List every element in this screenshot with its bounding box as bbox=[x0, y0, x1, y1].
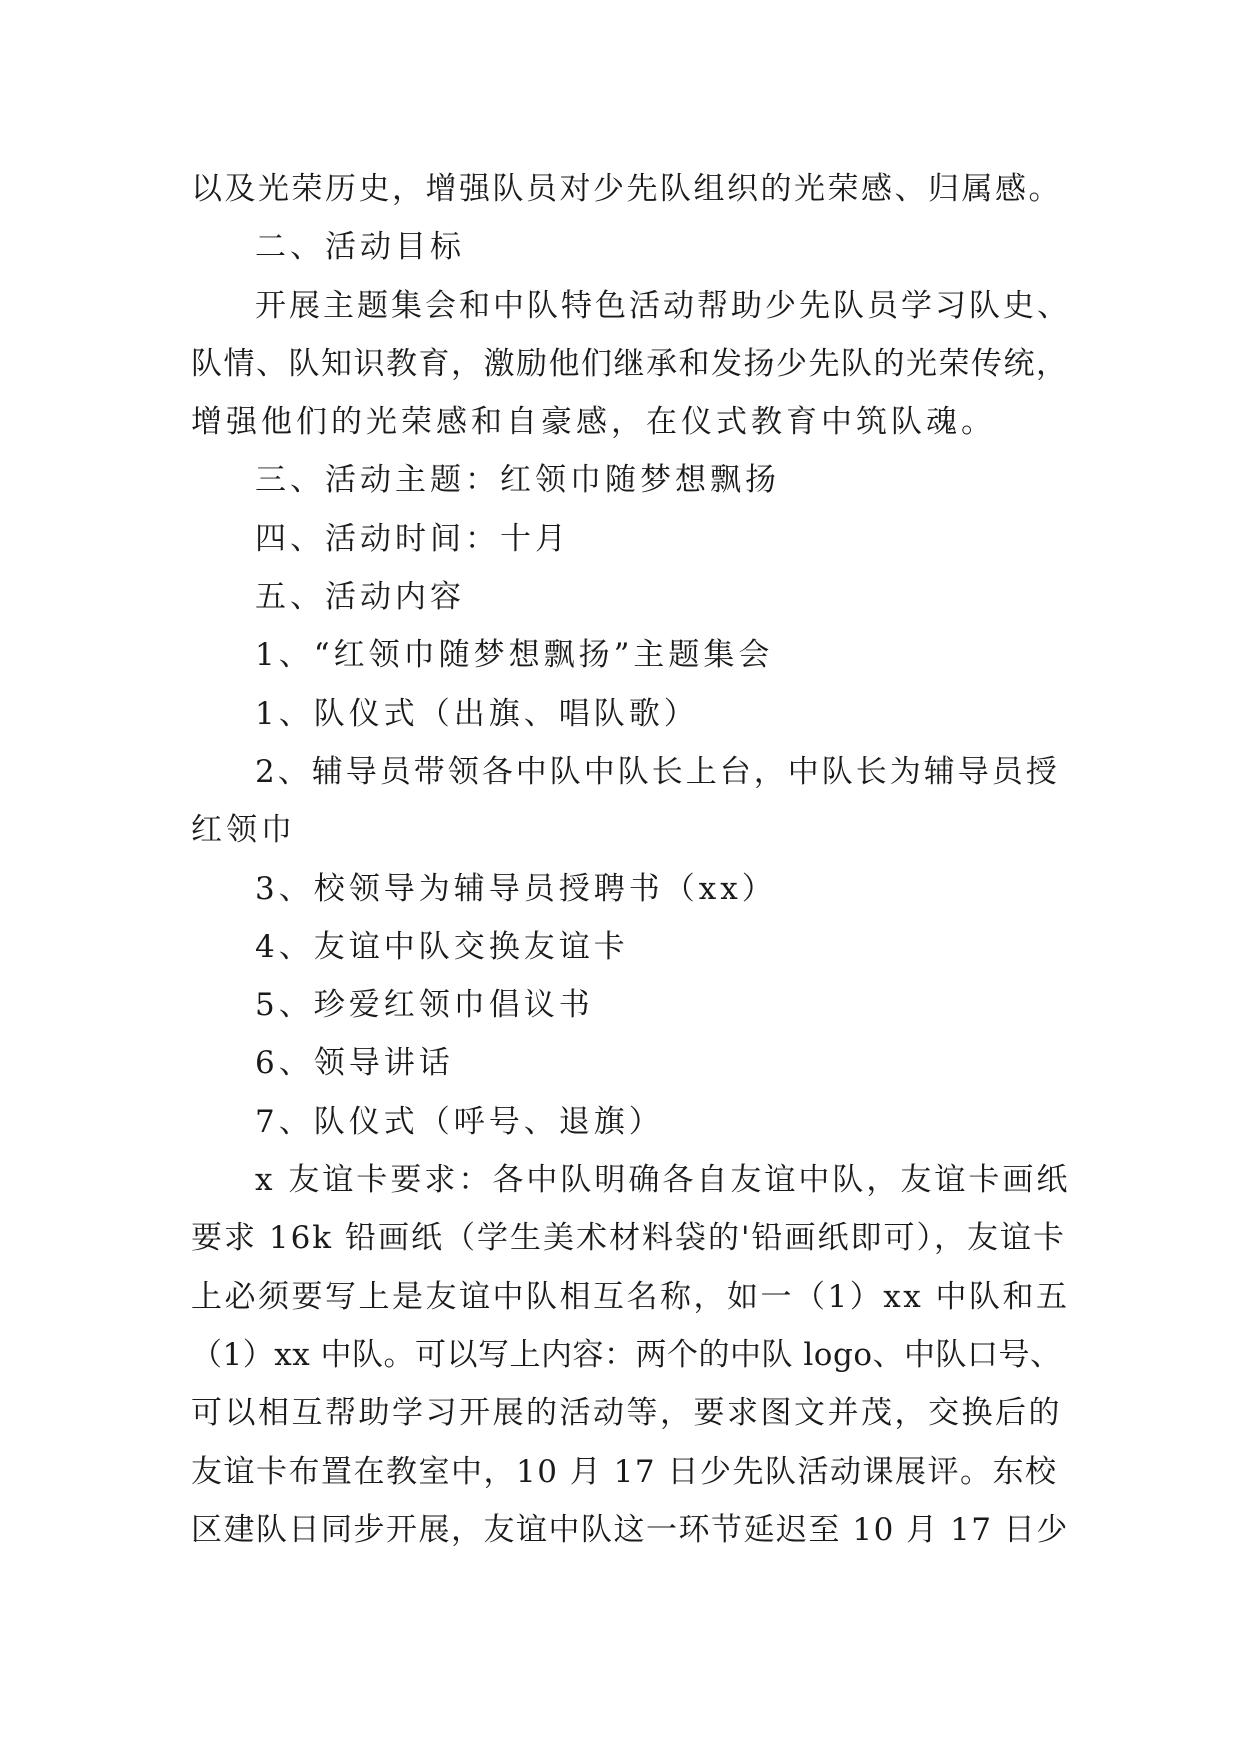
text-line: 开展主题集会和中队特色活动帮助少先队员学习队史、 bbox=[255, 287, 1071, 324]
section-heading: 三、活动主题：红领巾随梦想飘扬 bbox=[255, 462, 780, 499]
section-heading: 五、活动内容 bbox=[255, 579, 465, 616]
text-line: 增强他们的光荣感和自豪感，在仪式教育中筑队魂。 bbox=[191, 404, 996, 441]
text-line: （1）xx 中队。可以写上内容：两个的中队 logo、中队口号、 bbox=[191, 1336, 1062, 1373]
list-item: 3、校领导为辅导员授聘书（xx） bbox=[255, 870, 777, 907]
section-heading: 四、活动时间：十月 bbox=[255, 520, 570, 557]
list-item: 7、队仪式（呼号、退旗） bbox=[255, 1103, 664, 1140]
text-line: x 友谊卡要求：各中队明确各自友谊中队，友谊卡画纸 bbox=[255, 1162, 1071, 1199]
text-line: 要求 16k 铅画纸（学生美术材料袋的'铅画纸即可），友谊卡 bbox=[191, 1220, 1066, 1257]
document-body bbox=[191, 160, 1071, 1559]
text-line: 以及光荣历史，增强队员对少先队组织的光荣感、归属感。 bbox=[191, 171, 1062, 207]
text-line: 区建队日同步开展，友谊中队这一环节延迟至 10 月 17 日少 bbox=[191, 1511, 1069, 1548]
text-line: 红领巾 bbox=[191, 812, 296, 849]
list-item: 5、珍爱红领巾倡议书 bbox=[255, 987, 594, 1024]
list-item: 4、友谊中队交换友谊卡 bbox=[255, 928, 629, 965]
text-line: 队情、队知识教育，激励他们继承和发扬少先队的光荣传统， bbox=[191, 345, 1069, 382]
list-item: 6、领导讲话 bbox=[255, 1045, 454, 1082]
list-item: 2、辅导员带领各中队中队长上台，中队长为辅导员授 bbox=[255, 753, 1060, 790]
text-line: 上必须要写上是友谊中队相互名称，如一（1）xx 中队和五 bbox=[191, 1278, 1070, 1315]
text-line: 可以相互帮助学习开展的活动等，要求图文并茂，交换后的 bbox=[191, 1395, 1062, 1432]
list-item: 1、“红领巾随梦想飘扬”主题集会 bbox=[255, 637, 774, 674]
section-heading: 二、活动目标 bbox=[255, 229, 465, 266]
list-item: 1、队仪式（出旗、唱队歌） bbox=[255, 695, 699, 732]
text-line: 友谊卡布置在教室中，10 月 17 日少先队活动课展评。东校 bbox=[191, 1453, 1058, 1490]
